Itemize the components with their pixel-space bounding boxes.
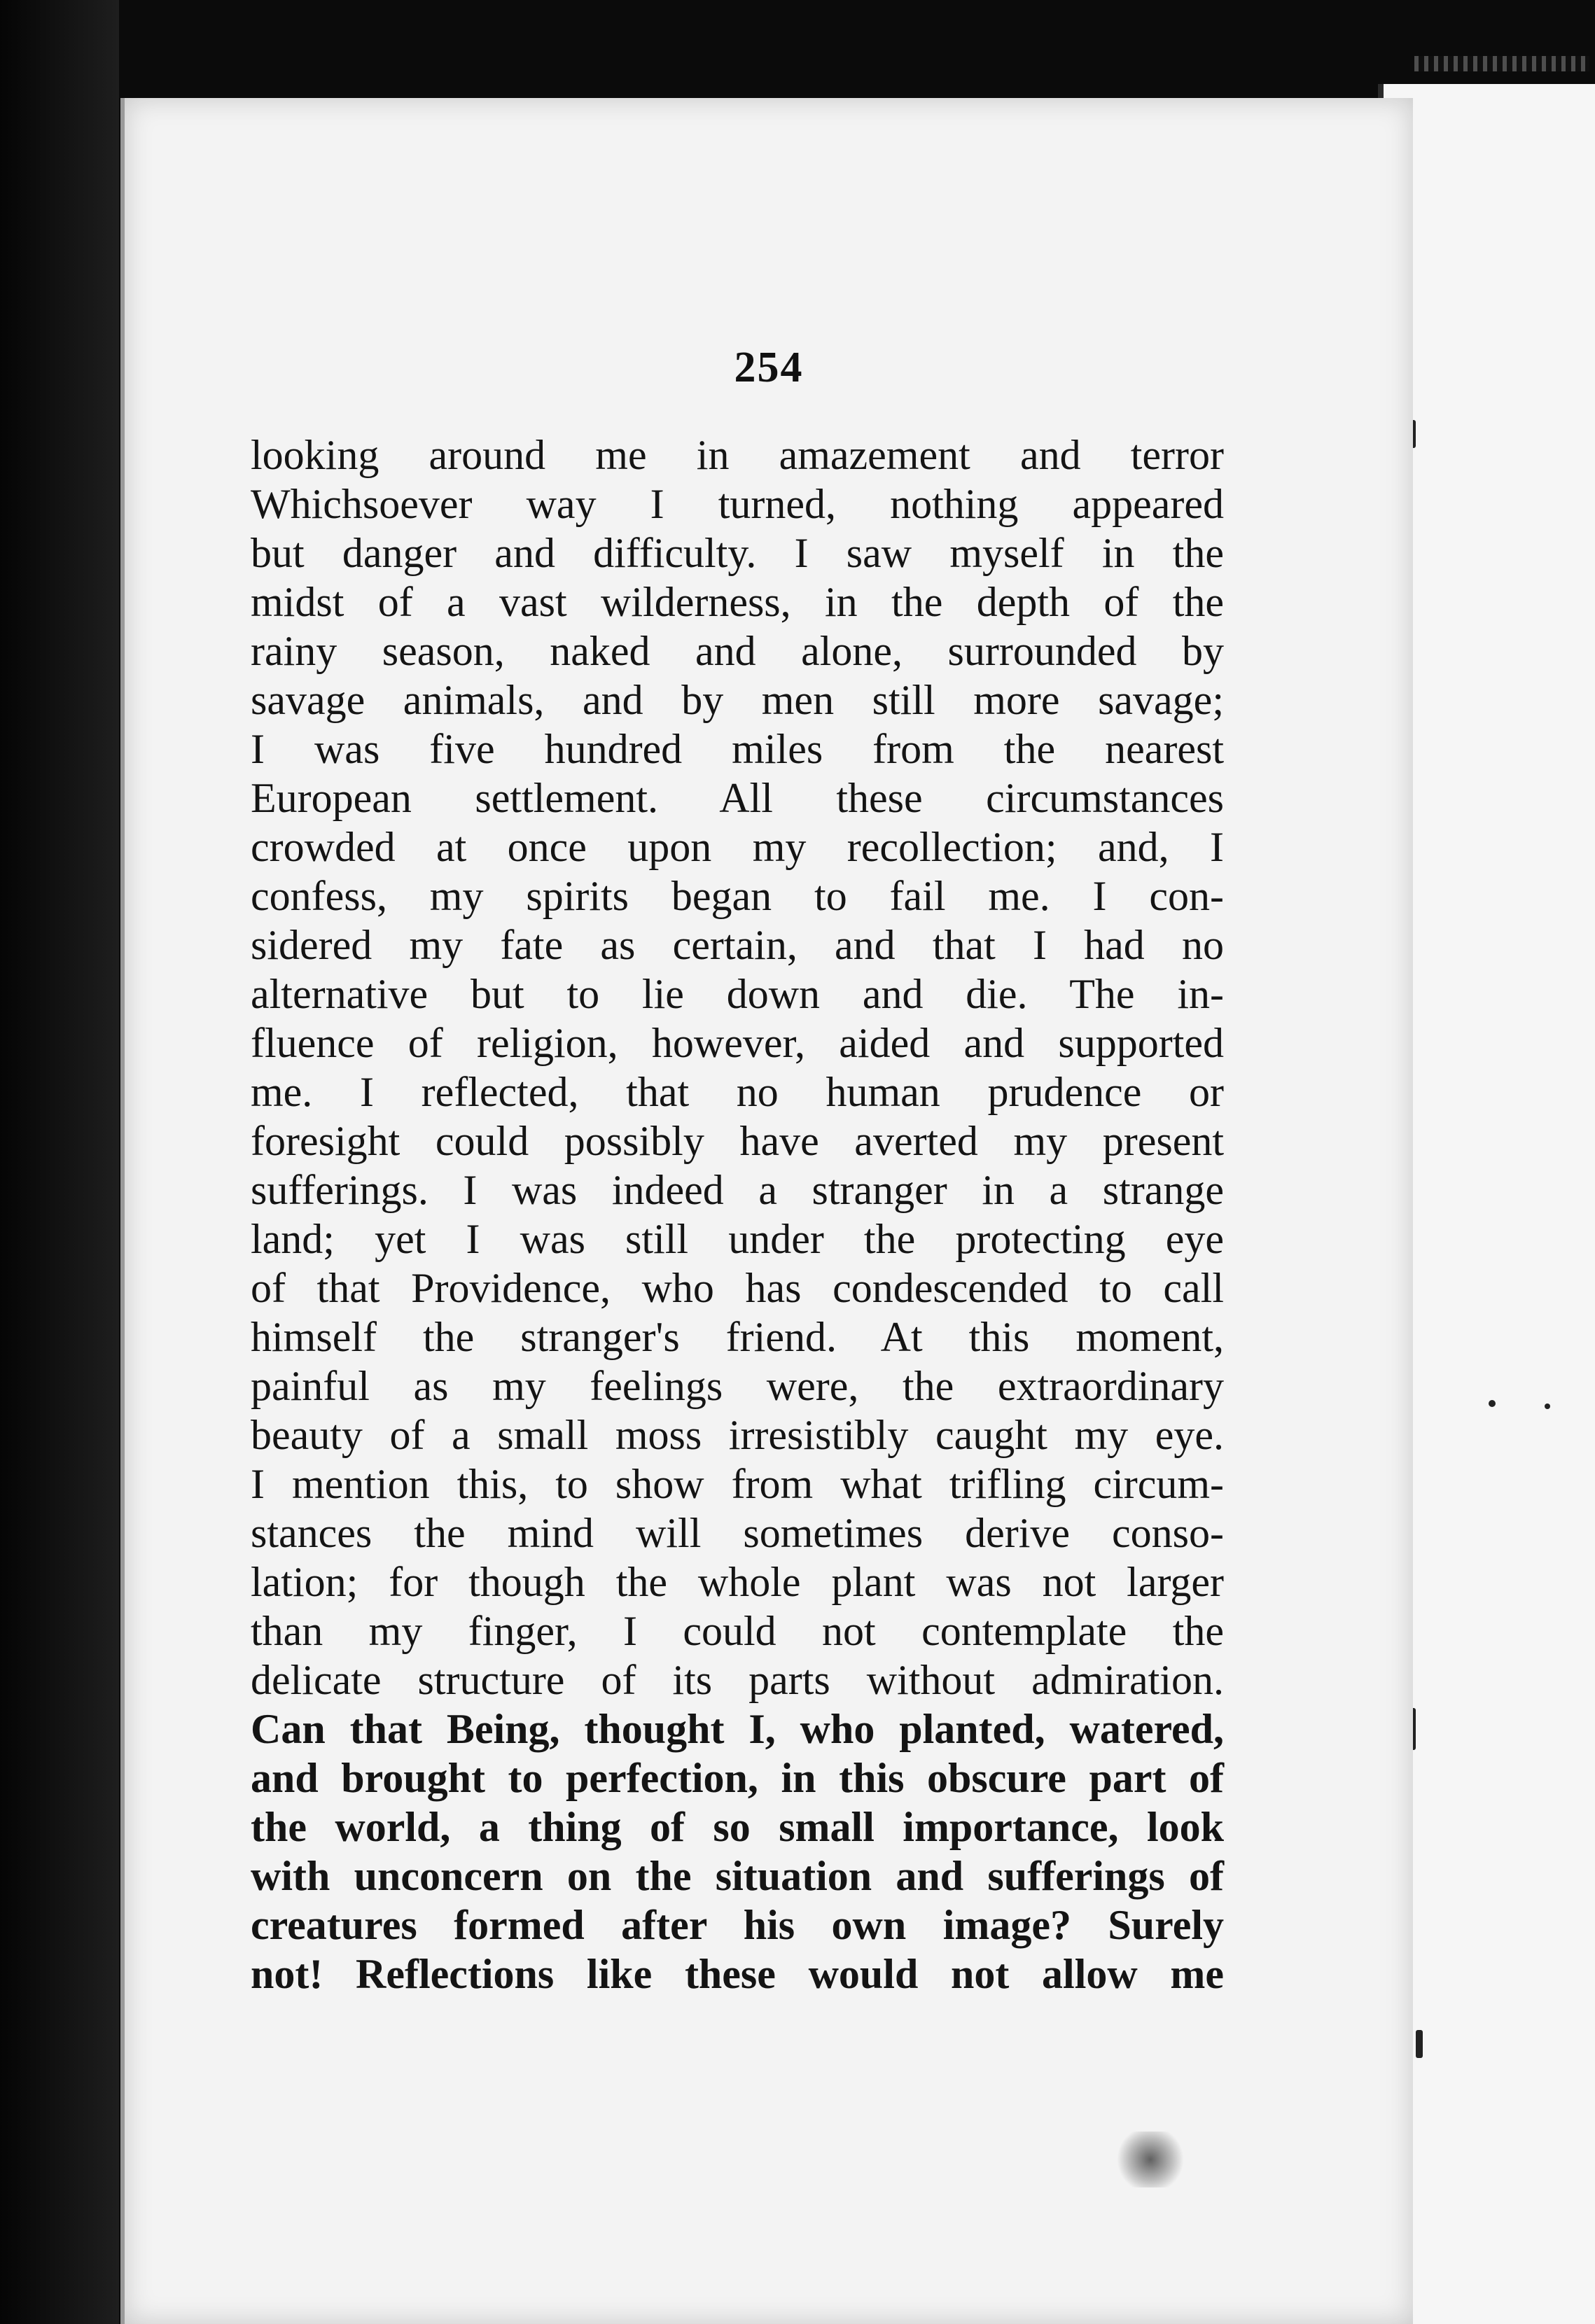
text-line: the world, a thing of so small importance, look [251,1804,1224,1850]
text-line: I was five hundred miles from the nearest [251,726,1224,772]
text-line: crowded at once upon my recollection; and, I [251,824,1224,870]
book-page [120,98,1413,2324]
text-line: I mention this, to show from what trifling circum- [251,1461,1224,1507]
text-line: European settlement. All these circumstances [251,775,1224,821]
text-line: Whichsoever way I turned, nothing appeared [251,481,1224,527]
text-line: himself the stranger's friend. At this moment, [251,1314,1224,1360]
text-line: of that Providence, who has condescended to call [251,1265,1224,1311]
text-line: than my finger, I could not contemplate the [251,1608,1224,1654]
ink-smudge [1112,2132,1189,2188]
text-line: stances the mind will sometimes derive conso- [251,1510,1224,1556]
text-line: land; yet I was still under the protecting eye [251,1216,1224,1262]
text-line: sufferings. I was indeed a stranger in a strange [251,1167,1224,1213]
text-line: beauty of a small moss irresistibly caught my eye. [251,1412,1224,1458]
ink-speck [1489,1400,1496,1407]
ink-speck [1545,1404,1550,1409]
text-line: with unconcern on the situation and sufferings of [251,1853,1224,1899]
text-line: painful as my feelings were, the extraordinary [251,1363,1224,1409]
text-line: fluence of religion, however, aided and supported [251,1020,1224,1066]
book-spine-edge [0,0,119,2324]
page-number: 254 [734,344,804,391]
body-text [251,430,1224,1998]
text-line: delicate structure of its parts without admiration. [251,1657,1224,1703]
text-line: looking around me in amazement and terror [251,432,1224,478]
text-line: alternative but to lie down and die. The in- [251,971,1224,1017]
text-line: lation; for though the whole plant was not larger [251,1559,1224,1605]
text-line: but danger and difficulty. I saw myself in the [251,530,1224,576]
text-line: midst of a vast wilderness, in the depth of the [251,579,1224,625]
text-line: Can that Being, thought I, who planted, watered, [251,1706,1224,1752]
text-line: foresight could possibly have averted my present [251,1118,1224,1164]
text-line: confess, my spirits began to fail me. I con- [251,873,1224,919]
text-line: me. I reflected, that no human prudence or [251,1069,1224,1115]
text-line: sidered my fate as certain, and that I had no [251,922,1224,968]
ink-speck [1416,2030,1423,2058]
text-line: rainy season, naked and alone, surrounded by [251,628,1224,674]
text-line: and brought to perfection, in this obscure part of [251,1755,1224,1801]
text-line: creatures formed after his own image? Surely [251,1902,1224,1948]
scan-noise-strip [1414,56,1589,71]
text-line: savage animals, and by men still more savage; [251,677,1224,723]
text-line: not! Reflections like these would not allow me [251,1951,1224,1997]
